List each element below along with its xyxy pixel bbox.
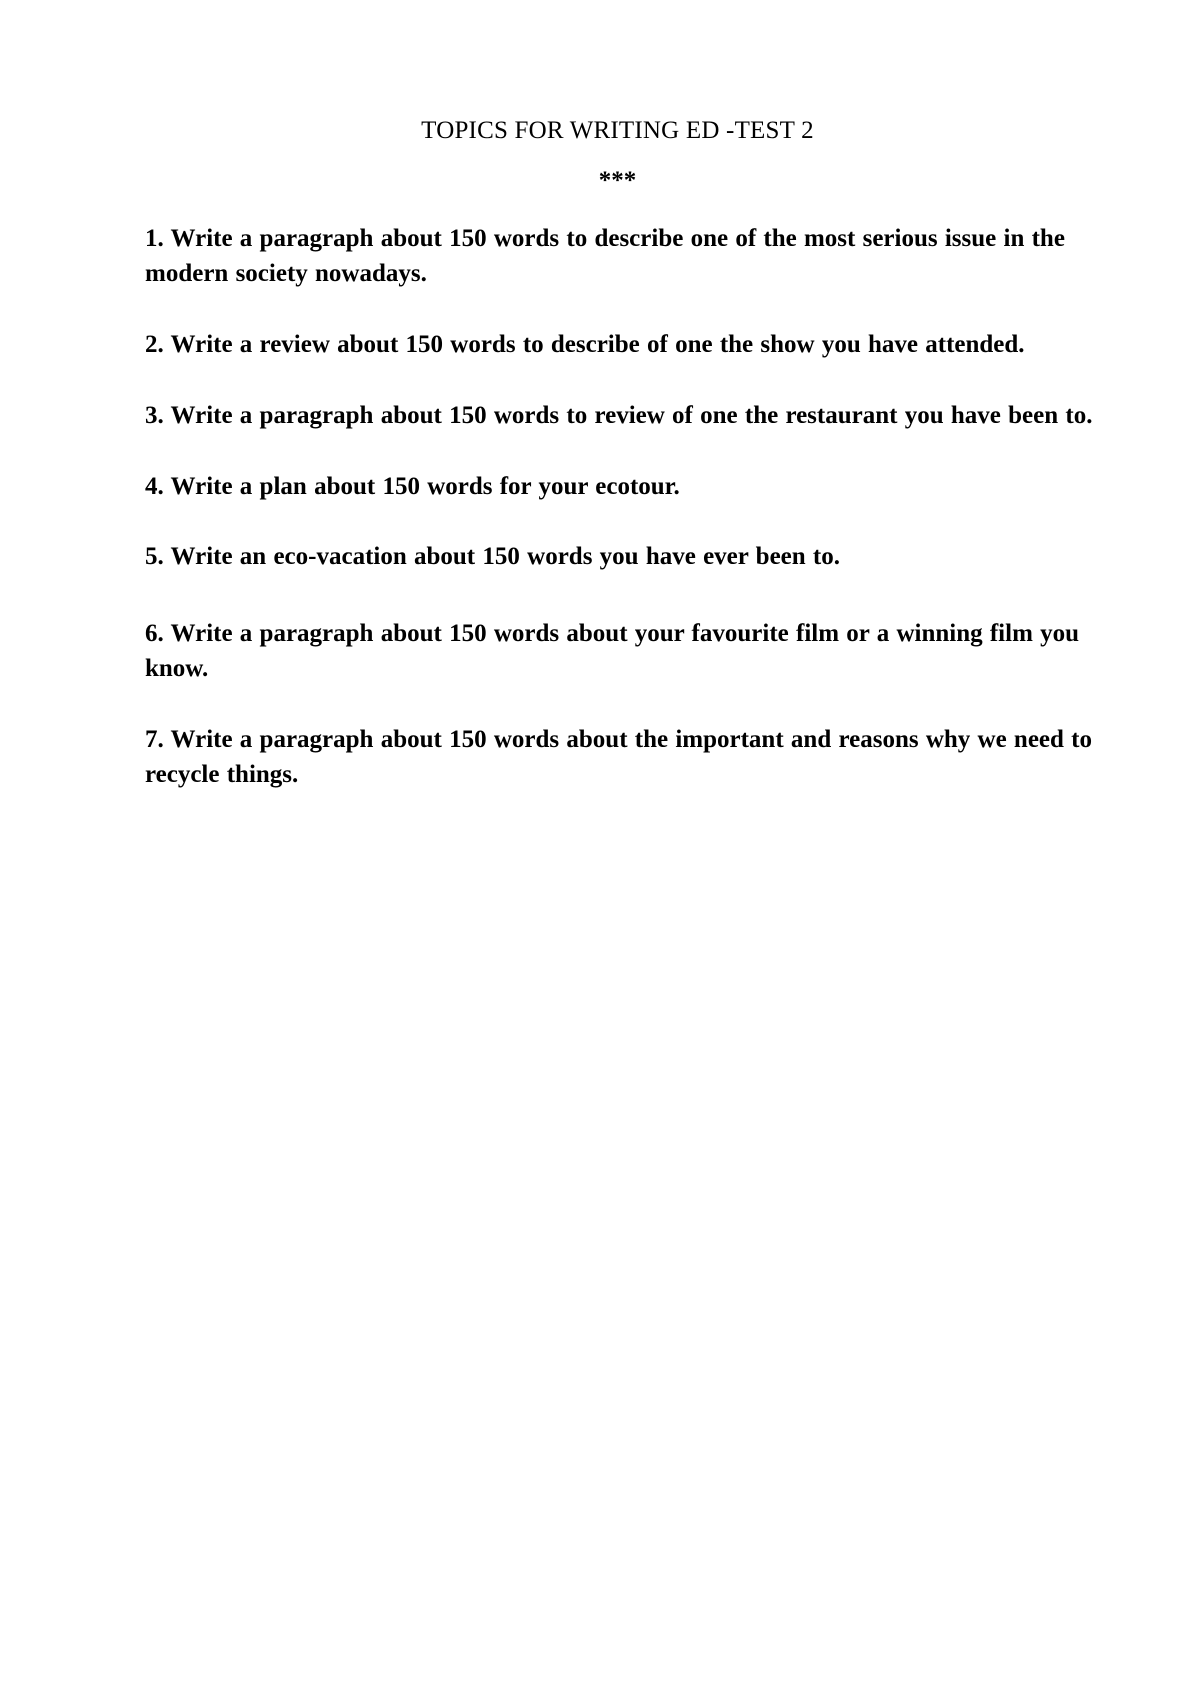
topic-item-1: 1. Write a paragraph about 150 words to describe one of the most serious issue in the modern society nowadays.	[145, 225, 1065, 287]
document-title: TOPICS FOR WRITING ED -TEST 2	[421, 117, 814, 144]
topic-item-7: 7. Write a paragraph about 150 words about the important and reasons why we need to recycle things.	[145, 726, 1093, 788]
topic-item-3: 3. Write a paragraph about 150 words to review of one the restaurant you have been to.	[145, 402, 1093, 429]
topic-item-2: 2. Write a review about 150 words to describe of one the show you have attended.	[145, 331, 1025, 358]
topic-item-6: 6. Write a paragraph about 150 words about your favourite film or a winning film you know.	[145, 620, 1080, 682]
topic-item-4: 4. Write a plan about 150 words for your ecotour.	[145, 473, 680, 500]
topic-item-5: 5. Write an eco-vacation about 150 words you have ever been to.	[145, 543, 840, 570]
title-separator: ***	[598, 167, 637, 194]
topic-list	[145, 221, 1100, 792]
